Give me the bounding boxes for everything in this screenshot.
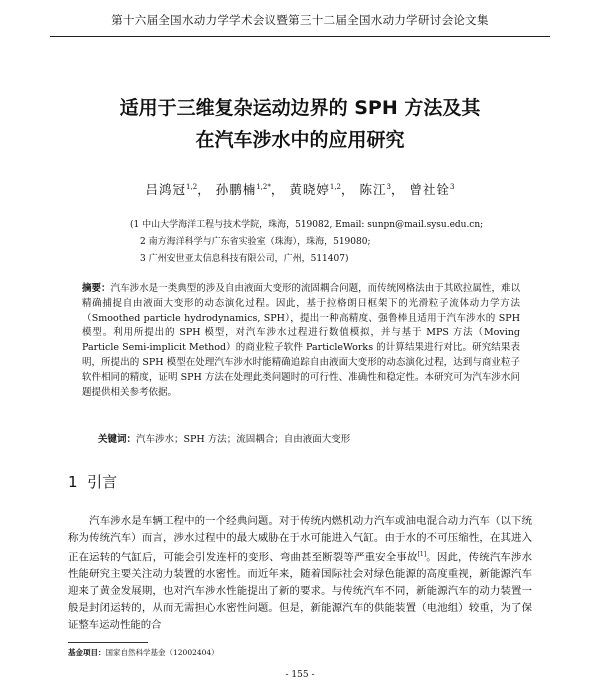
footnote-label: 基金项目： [68,648,106,657]
citation-ref: [1] [417,550,427,558]
abstract-text: 汽车涉水是一类典型的涉及自由液面大变形的流固耦合问题，而传统网格法由于其欧拉属性，难以精确捕捉自由液面大变形的动态演化过程。因此，基于拉格朗日框架下的光滑粒子流体动力学方法（Smoothed particle hydrodynamics, SPH），提出一种高精度、强鲁棒且适用于汽车涉水的 SPH 模型。利用所提出的 SPH 模型，对汽车涉水过程进行数值模拟，并与基于 MPS 方法（Moving Particle Semi-implicit Method）的商业粒子软件 ParticleWorks 的计算结果进行对比。研究结果表明，所提出的 SPH 模型在处理汽车涉水时能精确追踪自由液面大变形的动态演化过程，达到与商业粒子软件相同的精度，证明 SPH 方法在处理此类问题时的可行性、准确性和稳定性。本研究可为汽车涉水问题提供相关参考依据。 [82,283,520,398]
author: 吕鸿冠$^{1,2}$， [145,182,211,197]
author-list [0,180,600,198]
title-line-1: 适用于三维复杂运动边界的 SPH 方法及其 [119,97,481,119]
running-header: 第十六届全国水动力学学术会议暨第三十二届全国水动力学研讨会论文集 [111,13,489,27]
affiliation-2: 2 南方海洋科学与广东省实验室（珠海），珠海，519080; [140,237,371,247]
keywords-label: 关键词： [98,434,137,445]
page-number: - 155 - [285,670,315,680]
section-title: 引言 [87,473,118,491]
author: 陈江$^3$， [359,182,405,197]
paper-title [0,92,600,156]
header-divider [50,36,550,37]
body-text-cont: 。因此，传统汽车涉水性能研究主要关注动力装置的水密性。而近年来，随着国际社会对绿色能源的高度重视，新能源汽车迎来了黄金发展期，也对汽车涉水性能提出了新的要求。与传统汽车不同，新能源汽车的动力装置一般是封闭运转的，从而无需担心水密性问题。但是，新能源汽车的供能装置（电池组）较重，为了保证整车运动性能的合 [68,551,533,631]
footnote-divider [68,642,148,643]
title-line-2: 在汽车涉水中的应用研究 [195,129,405,151]
body-paragraph [68,513,532,634]
footnote [68,647,219,658]
keywords-text: 汽车涉水；SPH 方法；流固耦合；自由液面大变形 [136,434,351,445]
abstract-label: 摘要： [82,283,111,294]
section-heading [68,471,117,492]
affiliation-1: (1 中山大学海洋工程与技术学院，珠海，519082, Email: sunpn@mail.sysu.edu.cn; [130,220,484,230]
author: 孙鹏楠$^{1,2*}$， [215,182,285,197]
section-number: 1 [68,473,78,491]
affiliation-3: 3 广州安世亚太信息科技有限公司，广州，511407) [140,254,349,264]
author: 曾社铨$^3$ [409,182,455,197]
abstract [82,282,520,400]
body-text: 汽车涉水是车辆工程中的一个经典问题。对于传统内燃机动力汽车或油电混合动力汽车（以下统称为传统汽车）而言，涉水过程中的最大威胁在于水可能进入气缸。由于水的不可压缩性，在其进入正在运转的气缸后，可能会引发连杆的变形、弯曲甚至断裂等严重安全事故 [68,515,532,564]
footnote-text: 国家自然科学基金（12002404） [105,648,219,657]
author: 黄晓婷$^{1,2}$， [289,182,355,197]
keywords [98,431,518,445]
